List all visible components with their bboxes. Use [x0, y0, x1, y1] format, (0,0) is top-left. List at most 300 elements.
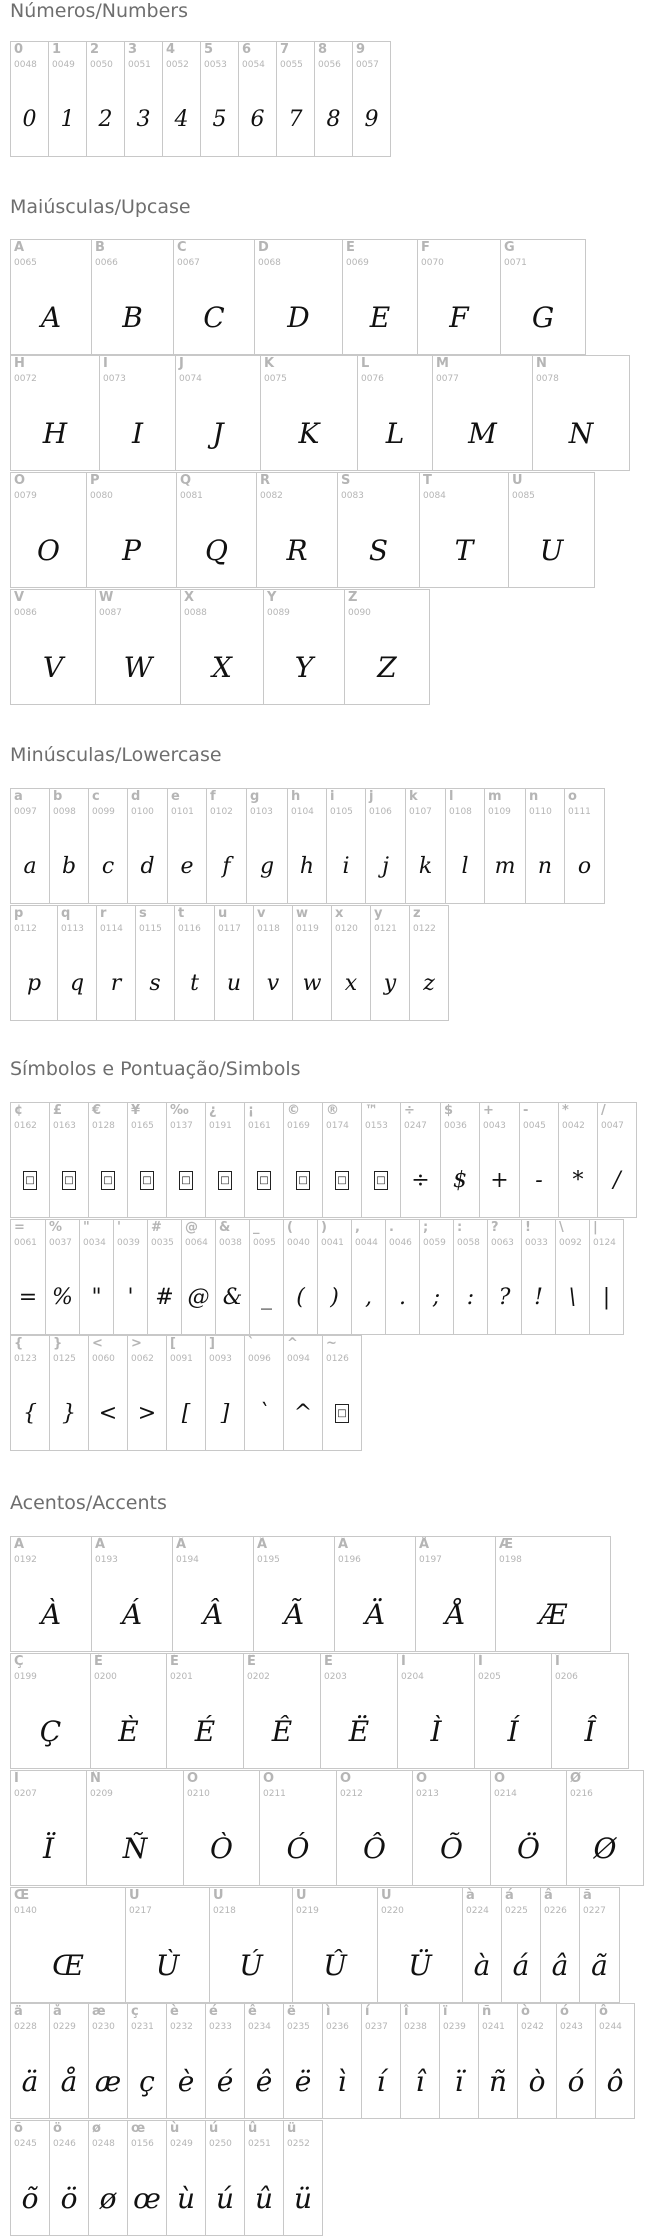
- glyph-sample-text: Å: [445, 1597, 466, 1631]
- glyph-sample: [247, 829, 287, 903]
- glyph-code: 0087: [99, 608, 122, 618]
- glyph-cell: [400, 2003, 440, 2119]
- glyph-sample-text: h: [299, 853, 315, 879]
- glyph-cell: [263, 589, 345, 705]
- glyph-sample: [315, 82, 352, 156]
- glyph-code: 0061: [14, 1238, 37, 1248]
- glyph-sample-text: |: [602, 1284, 611, 1310]
- glyph-sample-text: 2: [98, 106, 113, 132]
- glyph-code: 0101: [171, 807, 194, 817]
- glyph-code: 0126: [326, 1354, 349, 1364]
- glyph-cell: [331, 905, 371, 1021]
- glyph-character-label: ;: [423, 1220, 429, 1235]
- glyph-sample-text: õ: [21, 2181, 39, 2215]
- glyph-sample: [332, 946, 370, 1020]
- glyph-cell: [365, 788, 406, 904]
- glyph-cell: [95, 589, 181, 705]
- glyph-character-label: 0: [14, 42, 24, 57]
- glyph-sample: [50, 2044, 88, 2118]
- glyph-sample: [91, 1694, 166, 1768]
- glyph-sample-text: Ì: [430, 1714, 442, 1748]
- glyph-code: 0200: [94, 1672, 117, 1682]
- glyph-character-label: <: [92, 1336, 103, 1351]
- glyph-sample-text: Ü: [408, 1948, 432, 1982]
- glyph-sample: [50, 1143, 88, 1217]
- glyph-sample-text: \: [568, 1284, 577, 1310]
- glyph-cell: [88, 788, 128, 904]
- glyph-sample: [11, 280, 91, 354]
- glyph-sample: [245, 2161, 283, 2235]
- glyph-sample: [11, 513, 86, 587]
- glyph-character-label: ù: [170, 2121, 180, 2136]
- glyph-character-label: 6: [242, 42, 252, 57]
- glyph-sample-text: R: [286, 533, 308, 567]
- glyph-cell: [556, 2003, 596, 2119]
- glyph-character-label: e: [171, 789, 180, 804]
- glyph-code: 0207: [14, 1789, 37, 1799]
- glyph-sample-text: ": [91, 1284, 102, 1310]
- glyph-sample-text: >: [137, 1400, 157, 1426]
- glyph-character-label: ø: [92, 2121, 101, 2136]
- glyph-cell: [405, 788, 446, 904]
- glyph-code: 0252: [287, 2139, 310, 2149]
- glyph-character-label: +: [483, 1103, 494, 1118]
- glyph-row: [10, 1887, 619, 2003]
- missing-glyph-box: □: [62, 1171, 76, 1190]
- glyph-character-label: 8: [318, 42, 328, 57]
- glyph-sample: [201, 82, 238, 156]
- glyph-sample: [173, 1577, 253, 1651]
- glyph-character-label: }: [53, 1336, 63, 1351]
- glyph-cell: [453, 1219, 488, 1335]
- glyph-character-label: ]: [209, 1336, 215, 1351]
- glyph-sample-text: æ: [94, 2064, 122, 2098]
- glyph-row: [10, 1653, 628, 1769]
- glyph-character-label: v: [257, 906, 266, 921]
- glyph-cell: [551, 1653, 629, 1769]
- glyph-character-label: Å: [419, 1537, 430, 1552]
- glyph-cell: [361, 2003, 401, 2119]
- glyph-sample-text: ]: [220, 1400, 230, 1426]
- glyph-character-label: C: [177, 240, 187, 255]
- glyph-character-label: [: [170, 1336, 176, 1351]
- glyph-code: 0105: [330, 807, 353, 817]
- glyph-sample-text: 9: [364, 106, 379, 132]
- glyph-cell: [283, 1219, 318, 1335]
- glyph-cell: [10, 2003, 50, 2119]
- glyph-sample-text: z: [423, 970, 435, 996]
- glyph-character-label: R: [260, 473, 271, 488]
- glyph-code: 0065: [14, 258, 37, 268]
- glyph-cell: [214, 905, 254, 1021]
- glyph-character-label: l: [449, 789, 454, 804]
- glyph-character-label: H: [14, 356, 25, 371]
- glyph-sample: [557, 2044, 595, 2118]
- glyph-code: 0217: [129, 1906, 152, 1916]
- glyph-character-label: J: [179, 356, 184, 371]
- glyph-code: 0047: [601, 1121, 624, 1131]
- section-title: Maiúsculas/Upcase: [10, 196, 191, 218]
- glyph-character-label: ò: [521, 2004, 530, 2019]
- glyph-sample: [520, 1143, 558, 1217]
- glyph-sample-text: y: [383, 970, 397, 996]
- glyph-code: 0202: [247, 1672, 270, 1682]
- glyph-sample: [580, 1928, 619, 2002]
- glyph-code: 0099: [92, 807, 115, 817]
- glyph-sample: [11, 82, 48, 156]
- glyph-sample: [244, 1694, 320, 1768]
- glyph-code: 0052: [166, 60, 189, 70]
- glyph-code: 0124: [593, 1238, 616, 1248]
- glyph-sample-text: H: [42, 416, 68, 450]
- glyph-sample: [293, 1928, 377, 2002]
- glyph-sample: [284, 1376, 322, 1450]
- glyph-sample-text: Y: [294, 650, 314, 684]
- glyph-code: 0038: [219, 1238, 242, 1248]
- glyph-code: 0044: [355, 1238, 378, 1248]
- glyph-cell: [445, 788, 485, 904]
- glyph-character-label: Ø: [570, 1771, 582, 1786]
- glyph-character-label: ~: [326, 1336, 337, 1351]
- glyph-sample: [264, 630, 344, 704]
- glyph-character-label: U: [512, 473, 523, 488]
- glyph-code: 0073: [103, 374, 126, 384]
- glyph-sample: [11, 1143, 49, 1217]
- missing-glyph-box: □: [374, 1171, 388, 1190]
- glyph-row: [10, 589, 429, 705]
- glyph-sample-text: É: [194, 1714, 216, 1748]
- glyph-character-label: k: [409, 789, 418, 804]
- glyph-cell: [351, 1219, 386, 1335]
- glyph-character-label: (: [287, 1220, 293, 1235]
- glyph-sample: [358, 396, 432, 470]
- glyph-cell: [10, 1536, 92, 1652]
- glyph-character-label: D: [258, 240, 269, 255]
- glyph-cell: [490, 1770, 567, 1886]
- glyph-character-label: ä: [14, 2004, 23, 2019]
- glyph-character-label: £: [53, 1103, 63, 1118]
- glyph-cell: [88, 1102, 128, 1218]
- glyph-character-label: P: [90, 473, 100, 488]
- glyph-code: 0050: [90, 60, 113, 70]
- glyph-row: [10, 239, 585, 355]
- glyph-character-label: ñ: [482, 2004, 492, 2019]
- glyph-sample-text: i: [342, 853, 350, 879]
- glyph-cell: [57, 905, 97, 1021]
- glyph-code: 0218: [213, 1906, 236, 1916]
- glyph-sample: [378, 1928, 462, 2002]
- glyph-sample-text: Ê: [271, 1714, 293, 1748]
- glyph-character-label: L: [361, 356, 370, 371]
- glyph-sample: [552, 1694, 628, 1768]
- glyph-character-label: |: [593, 1220, 598, 1235]
- glyph-sample-text: D: [287, 300, 310, 334]
- glyph-cell: [440, 1102, 480, 1218]
- glyph-sample: [284, 2044, 322, 2118]
- glyph-sample: [254, 1577, 334, 1651]
- glyph-code: 0123: [14, 1354, 37, 1364]
- glyph-sample-text: L: [385, 416, 405, 450]
- glyph-character-label: Ó: [263, 1771, 275, 1786]
- glyph-sample-text: +: [490, 1167, 509, 1193]
- glyph-character-label: Í: [478, 1654, 483, 1669]
- glyph-sample-text: n: [537, 853, 553, 879]
- glyph-sample: [323, 1143, 361, 1217]
- glyph-character-label: g: [250, 789, 260, 804]
- glyph-character-label: Ö: [494, 1771, 506, 1786]
- glyph-sample: [418, 280, 500, 354]
- glyph-sample: [245, 2044, 283, 2118]
- glyph-code: 0212: [340, 1789, 363, 1799]
- glyph-code: 0067: [177, 258, 200, 268]
- glyph-sample-text: M: [468, 416, 497, 450]
- glyph-code: 0238: [404, 2022, 427, 2032]
- glyph-cell: [209, 1887, 293, 2003]
- glyph-character-label: ?: [491, 1220, 499, 1235]
- glyph-sample-text: Â: [202, 1597, 224, 1631]
- glyph-sample: [509, 513, 594, 587]
- glyph-code: 0106: [369, 807, 392, 817]
- glyph-sample: [353, 82, 390, 156]
- glyph-code: 0226: [544, 1906, 567, 1916]
- glyph-sample: [11, 1811, 86, 1885]
- glyph-code: 0103: [250, 807, 273, 817]
- glyph-cell: [10, 239, 92, 355]
- glyph-code: 0233: [209, 2022, 232, 2032]
- glyph-character-label: \: [559, 1220, 564, 1235]
- glyph-cell: [181, 1219, 216, 1335]
- glyph-sample: [420, 1260, 453, 1334]
- glyph-sample: [260, 1811, 336, 1885]
- glyph-row: [10, 1102, 636, 1218]
- glyph-character-label: u: [218, 906, 228, 921]
- glyph-sample-text: è: [177, 2064, 195, 2098]
- glyph-sample-text: ä: [21, 2064, 39, 2098]
- glyph-cell: [555, 1219, 590, 1335]
- glyph-sample: [352, 1260, 385, 1334]
- glyph-cell: [48, 41, 87, 157]
- glyph-cell: [238, 41, 277, 157]
- glyph-cell: [96, 905, 136, 1021]
- glyph-sample-text: B: [122, 300, 143, 334]
- glyph-sample-text: S: [368, 533, 389, 567]
- glyph-sample-text: Õ: [440, 1831, 463, 1865]
- glyph-sample-text: T: [454, 533, 474, 567]
- glyph-cell: [205, 1335, 245, 1451]
- glyph-sample-text: t: [190, 970, 199, 996]
- glyph-cell: [88, 1335, 128, 1451]
- glyph-character-label: Ú: [213, 1888, 224, 1903]
- glyph-sample: [496, 1577, 610, 1651]
- glyph-sample-text: Ò: [210, 1831, 233, 1865]
- glyph-character-label: q: [61, 906, 71, 921]
- glyph-cell: [244, 1335, 284, 1451]
- glyph-sample-text: !: [534, 1284, 543, 1310]
- glyph-sample: [239, 82, 276, 156]
- glyph-sample-text: F: [449, 300, 469, 334]
- glyph-sample-text: 3: [136, 106, 151, 132]
- missing-glyph-box: □: [335, 1171, 349, 1190]
- glyph-cell: [334, 1536, 416, 1652]
- glyph-character-label: ê: [248, 2004, 257, 2019]
- glyph-code: 0196: [338, 1555, 361, 1565]
- glyph-code: 0246: [53, 2139, 76, 2149]
- glyph-cell: [176, 472, 257, 588]
- glyph-cell: [249, 1219, 284, 1335]
- glyph-code: 0137: [170, 1121, 193, 1131]
- glyph-code: 0113: [61, 924, 84, 934]
- glyph-cell: [127, 1102, 167, 1218]
- glyph-row: [10, 472, 594, 588]
- glyph-code: 0194: [176, 1555, 199, 1565]
- glyph-sample: [50, 2161, 88, 2235]
- glyph-character-label: :: [457, 1220, 463, 1235]
- glyph-sample: [11, 1376, 49, 1450]
- glyph-code: 0191: [209, 1121, 232, 1131]
- glyph-cell: [487, 1219, 522, 1335]
- glyph-character-label: Ò: [187, 1771, 199, 1786]
- glyph-sample: [401, 2044, 439, 2118]
- glyph-sample: [362, 2044, 400, 2118]
- glyph-code: 0213: [416, 1789, 439, 1799]
- glyph-cell: [127, 2120, 167, 2236]
- glyph-character-label: 3: [128, 42, 138, 57]
- glyph-cell: [200, 41, 239, 157]
- glyph-cell: [10, 41, 49, 157]
- glyph-character-label: Z: [348, 590, 358, 605]
- glyph-character-label: .: [389, 1220, 394, 1235]
- glyph-character-label: ë: [287, 2004, 296, 2019]
- glyph-sample-text: ê: [255, 2064, 273, 2098]
- glyph-code: 0235: [287, 2022, 310, 2032]
- glyph-code: 0118: [257, 924, 280, 934]
- glyph-sample-text: k: [418, 853, 433, 879]
- glyph-sample: [89, 1376, 127, 1450]
- glyph-cell: [259, 1770, 337, 1886]
- glyph-sample: [210, 1928, 292, 2002]
- glyph-character-label: å: [53, 2004, 62, 2019]
- glyph-code: 0071: [504, 258, 527, 268]
- glyph-cell: [49, 1335, 89, 1451]
- glyph-sample: [206, 2044, 244, 2118]
- glyph-code: 0121: [374, 924, 397, 934]
- glyph-code: 0083: [341, 491, 364, 501]
- glyph-cell: [166, 1653, 244, 1769]
- glyph-sample: [148, 1260, 181, 1334]
- glyph-sample-text: ^: [293, 1400, 313, 1426]
- glyph-character-label: =: [14, 1220, 25, 1235]
- glyph-character-label: æ: [92, 2004, 106, 2019]
- glyph-code: 0243: [560, 2022, 583, 2032]
- glyph-sample: [479, 2044, 517, 2118]
- glyph-sample-text: a: [23, 853, 37, 879]
- glyph-code: 0231: [131, 2022, 154, 2032]
- glyph-cell: [566, 1770, 644, 1886]
- glyph-cell: [166, 2003, 206, 2119]
- glyph-sample: [401, 1143, 440, 1217]
- glyph-code: 0042: [562, 1121, 585, 1131]
- glyph-cell: [253, 1536, 335, 1652]
- glyph-code: 0084: [423, 491, 446, 501]
- glyph-cell: [173, 239, 255, 355]
- glyph-sample: [318, 1260, 351, 1334]
- glyph-sample: [433, 396, 532, 470]
- glyph-sample: [11, 829, 49, 903]
- glyph-cell: [49, 2120, 89, 2236]
- glyph-character-label: ì: [326, 2004, 331, 2019]
- glyph-character-label: 5: [204, 42, 214, 57]
- glyph-code: 0163: [53, 1121, 76, 1131]
- glyph-character-label: ô: [599, 2004, 608, 2019]
- glyph-character-label: d: [131, 789, 141, 804]
- glyph-cell: [342, 239, 418, 355]
- glyph-cell: [86, 41, 125, 157]
- glyph-sample: [206, 2161, 244, 2235]
- glyph-character-label: Æ: [499, 1537, 514, 1552]
- glyph-sample-text: $: [453, 1167, 467, 1193]
- glyph-cell: [260, 355, 358, 471]
- glyph-cell: [409, 905, 449, 1021]
- glyph-sample-text: {: [23, 1400, 37, 1426]
- glyph-cell: [484, 788, 526, 904]
- glyph-sample: [596, 2044, 634, 2118]
- glyph-sample: [590, 1260, 623, 1334]
- glyph-sample-text: ø: [99, 2181, 117, 2215]
- glyph-character-label: 2: [90, 42, 100, 57]
- glyph-row: [10, 355, 629, 471]
- glyph-sample-text: ì: [337, 2064, 347, 2098]
- glyph-sample: [366, 829, 405, 903]
- glyph-sample-text: È: [118, 1714, 139, 1748]
- glyph-cell: [124, 41, 163, 157]
- glyph-sample: [277, 82, 314, 156]
- glyph-sample: [343, 280, 417, 354]
- glyph-character-label: á: [505, 1888, 514, 1903]
- glyph-sample: [168, 829, 206, 903]
- glyph-character-label: ¢: [14, 1103, 24, 1118]
- glyph-character-label: Õ: [416, 1771, 428, 1786]
- glyph-cell: [10, 905, 58, 1021]
- glyph-character-label: Ô: [340, 1771, 352, 1786]
- glyph-code: 0097: [14, 807, 37, 817]
- glyph-code: 0153: [365, 1121, 388, 1131]
- glyph-sample: [345, 630, 429, 704]
- glyph-code: 0211: [263, 1789, 286, 1799]
- glyph-character-label: m: [488, 789, 502, 804]
- glyph-cell: [508, 472, 595, 588]
- glyph-character-label: B: [95, 240, 105, 255]
- glyph-cell: [10, 1102, 50, 1218]
- glyph-character-label: E: [346, 240, 355, 255]
- glyph-sample: [128, 829, 167, 903]
- glyph-character-label: ': [117, 1220, 121, 1235]
- glyph-cell: [532, 355, 630, 471]
- glyph-code: 0111: [568, 807, 591, 817]
- glyph-character-label: ¿: [209, 1103, 217, 1118]
- glyph-code: 0156: [131, 2139, 154, 2149]
- glyph-sample: [89, 2044, 127, 2118]
- glyph-sample: [11, 2044, 49, 2118]
- glyph-sample-text: G: [531, 300, 555, 334]
- glyph-cell: [495, 1536, 611, 1652]
- glyph-code: 0219: [296, 1906, 319, 1916]
- glyph-character-label: 7: [280, 42, 290, 57]
- glyph-sample: [293, 946, 331, 1020]
- missing-glyph-box: □: [23, 1171, 37, 1190]
- glyph-cell: [166, 1335, 206, 1451]
- glyph-code: 0070: [421, 258, 444, 268]
- glyph-cell: [49, 1102, 89, 1218]
